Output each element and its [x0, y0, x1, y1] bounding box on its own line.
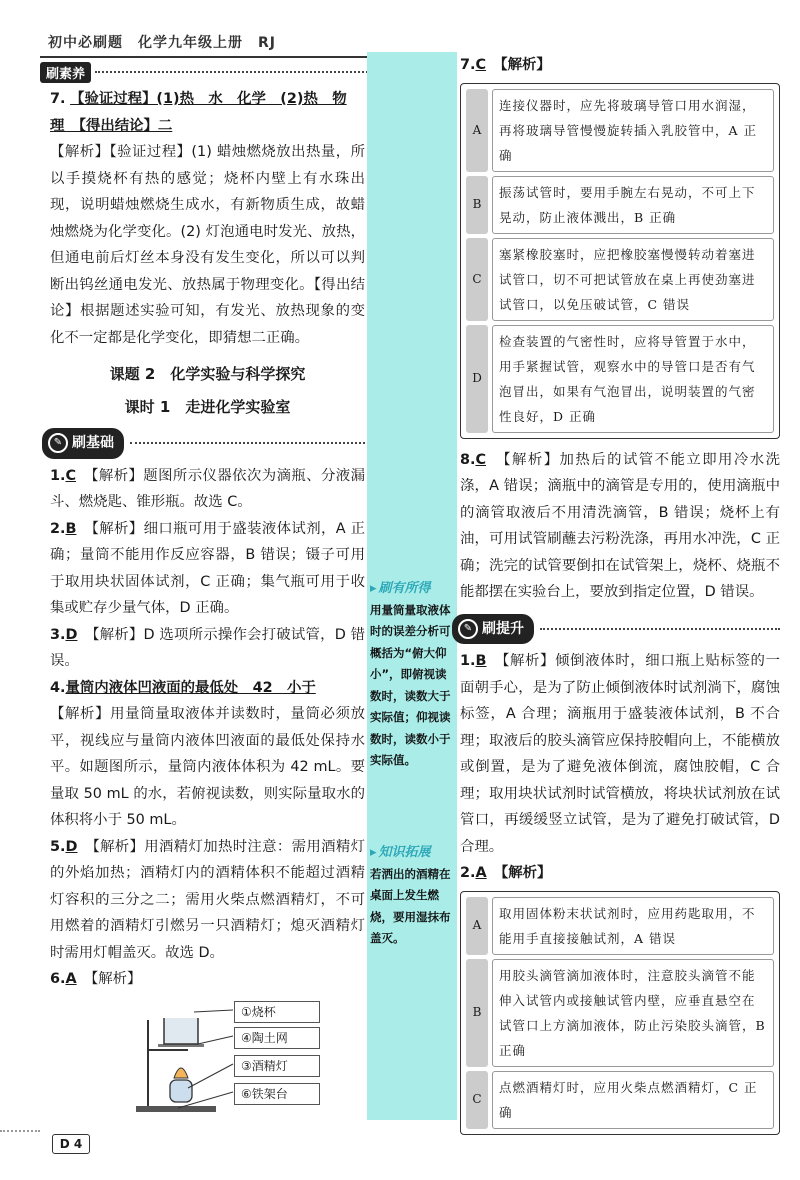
q8-answer: 8.C 【解析】加热后的试管不能立即用冷水洗涤，A 错误；滴瓶中的滴管是专用的，使用滴瓶中的滴管取液后不用清洗滴管，B 错误；烧杯上有油，可用试管刷蘸去污粉洗涤，再用水冲洗，C 正确；洗完的试管要倒扣在试管架上，烧杯、烧瓶不能都摆在实验台上，要放到指定位置，D 错误。: [460, 451, 780, 600]
side-note-tip: [370, 578, 456, 772]
answer-item: 6.A 【解析】: [50, 971, 142, 987]
basic-section-header: ✎ 刷基础: [42, 428, 365, 459]
top-tag: 刷素养: [40, 62, 91, 83]
table-row: B 用胶头滴管滴加液体时，注意胶头滴管不能伸入试管内或接触试管内壁，应垂直悬空在试管口上方滴加液体，防止污染胶头滴管，B 正确: [466, 959, 774, 1067]
lesson-subtitle: 课时 1 走进化学实验室: [124, 397, 291, 416]
q7-heading: 7.C 【解析】: [460, 57, 551, 73]
table-row: A 取用固体粉末状试剂时，应用药匙取用，不能用手直接接触试剂，A 错误: [466, 897, 774, 955]
lesson-title: 课题 2 化学实验与科学探究: [109, 365, 306, 383]
answer-item: 5.D 【解析】用酒精灯加热时注意：需用酒精灯的外焰加热；酒精灯内的酒精体积不能超过酒精灯容积的三分之二；需用火柴点燃酒精灯，不可用燃着的酒精灯引燃另一只酒精灯；熄灭酒精灯时需用灯帽盖灭。故选 D。: [50, 838, 365, 961]
left-column: [50, 86, 365, 993]
top-tag-bar: [40, 62, 395, 82]
brush-icon: ✎: [48, 433, 68, 453]
page-header: 初中必刷题 化学九年级上册 RJ: [48, 35, 276, 51]
diagram-label: ⑥铁架台: [234, 1083, 320, 1105]
page-number: D 4: [52, 1134, 90, 1154]
q7-answer-line1: 7. 【验证过程】(1)热 水 化学 (2)热 物: [50, 91, 347, 107]
side-note-extension: [370, 842, 456, 950]
advance-section-header: ✎ 刷提升: [452, 614, 780, 645]
apparatus-diagram: [128, 1000, 328, 1120]
p1-answer: 1.B 【解析】倾倒液体时，细口瓶上贴标签的一面朝手心，是为了防止倾倒液体时试剂淌下，腐蚀标签，A 合理；滴瓶用于盛装液体试剂，B 不合理；取液后的胶头滴管应保持胶帽向上，不能横放或倒置，是为了避免液体倒流，腐蚀胶帽，C 合理；取用块状试剂时试管横放，将块状试剂放在试管口，再缓缓竖立试管，是为了避免打破试管，D 合理。: [460, 653, 780, 855]
answer-item: 3.D 【解析】D 选项所示操作会打破试管，D 错误。: [50, 626, 365, 669]
diagram-label: ①烧杯: [234, 1001, 320, 1023]
answer-item-explanation: 【解析】用量筒量取液体并读数时，量筒必须放平，视线应与量筒内液体凹液面的最低处保持水平。如题图所示，量筒内液体体积为 42 mL。要量取 50 mL 的水，若俯视读数，则实际量取水的体积将小于 50 mL。: [50, 706, 365, 828]
arrow-icon: ▸: [370, 581, 377, 596]
p2-heading: 2.A 【解析】: [460, 865, 552, 881]
arrow-icon: ▸: [370, 845, 377, 860]
right-column: [460, 52, 780, 1135]
q7-answer-line2: 理 【得出结论】二: [50, 117, 173, 134]
table-row: C 点燃酒精灯时，应用火柴点燃酒精灯，C 正确: [466, 1071, 774, 1129]
table-row: D 检查装置的气密性时，应将导管置于水中，用手紧握试管，观察水中的导管口是否有气泡冒出，如果有气泡冒出，说明装置的气密性良好，D 正确: [466, 325, 774, 433]
brush-icon: ✎: [458, 619, 478, 639]
diagram-label: ④陶土网: [234, 1027, 320, 1049]
q7-explanation: 【解析】【验证过程】(1) 蜡烛燃烧放出热量，所以手摸烧杯有热的感觉；烧杯内壁上有水珠出现，说明蜡烛燃烧生成水，有新物质生成，故蜡烛燃烧为化学变化。(2) 灯泡通电时发光、放热，但通电前后灯丝本身没有发生变化，所以可以判断出钨丝通电发光、放热属于物理变化。【得出结论】根据题述实验可知，有发光、放热现象的变化不一定都是化学变化，即猜想二正确。: [50, 144, 365, 346]
diagram-label: ③酒精灯: [234, 1055, 320, 1077]
p2-analysis-table: [460, 891, 780, 1135]
side-note-extension-text: 若洒出的酒精在桌面上发生燃烧，要用湿抹布盖灭。: [370, 866, 451, 945]
side-note-tip-heading: ▸ 刷有所得: [370, 578, 456, 600]
dotted-divider: [95, 71, 395, 73]
basic-answers-list: [50, 463, 365, 993]
side-note-tip-text: 用量筒量取液体时的误差分析可概括为“俯大仰小”，即俯视读数时，读数大于实际值；仰视读数时，读数小于实际值。: [370, 602, 451, 767]
answer-item: 1.C 【解析】题图所示仪器依次为滴瓶、分液漏斗、燃烧匙、锥形瓶。故选 C。: [50, 467, 365, 510]
table-row: C 塞紧橡胶塞时，应把橡胶塞慢慢转动着塞进试管口，切不可把试管放在桌上再使劲塞进试管口，以免压破试管，C 错误: [466, 238, 774, 321]
answer-item: 4.量筒内液体凹液面的最低处 42 小于: [50, 679, 316, 696]
answer-item: 2.B 【解析】细口瓶可用于盛装液体试剂，A 正确；量筒不能用作反应容器，B 错误；镊子可用于取用块状固体试剂，C 正确；集气瓶可用于收集或贮存少量气体，D 正确。: [50, 520, 365, 616]
table-row: B 振荡试管时，要用手腕左右晃动，不可上下晃动，防止液体溅出，B 正确: [466, 176, 774, 234]
corner-dots: [0, 1130, 40, 1132]
q7-analysis-table: [460, 83, 780, 439]
table-row: A 连接仪器时，应先将玻璃导管口用水润湿，再将玻璃导管慢慢旋转插入乳胶管中，A 正确: [466, 89, 774, 172]
side-note-extension-heading: ▸ 知识拓展: [370, 842, 456, 864]
